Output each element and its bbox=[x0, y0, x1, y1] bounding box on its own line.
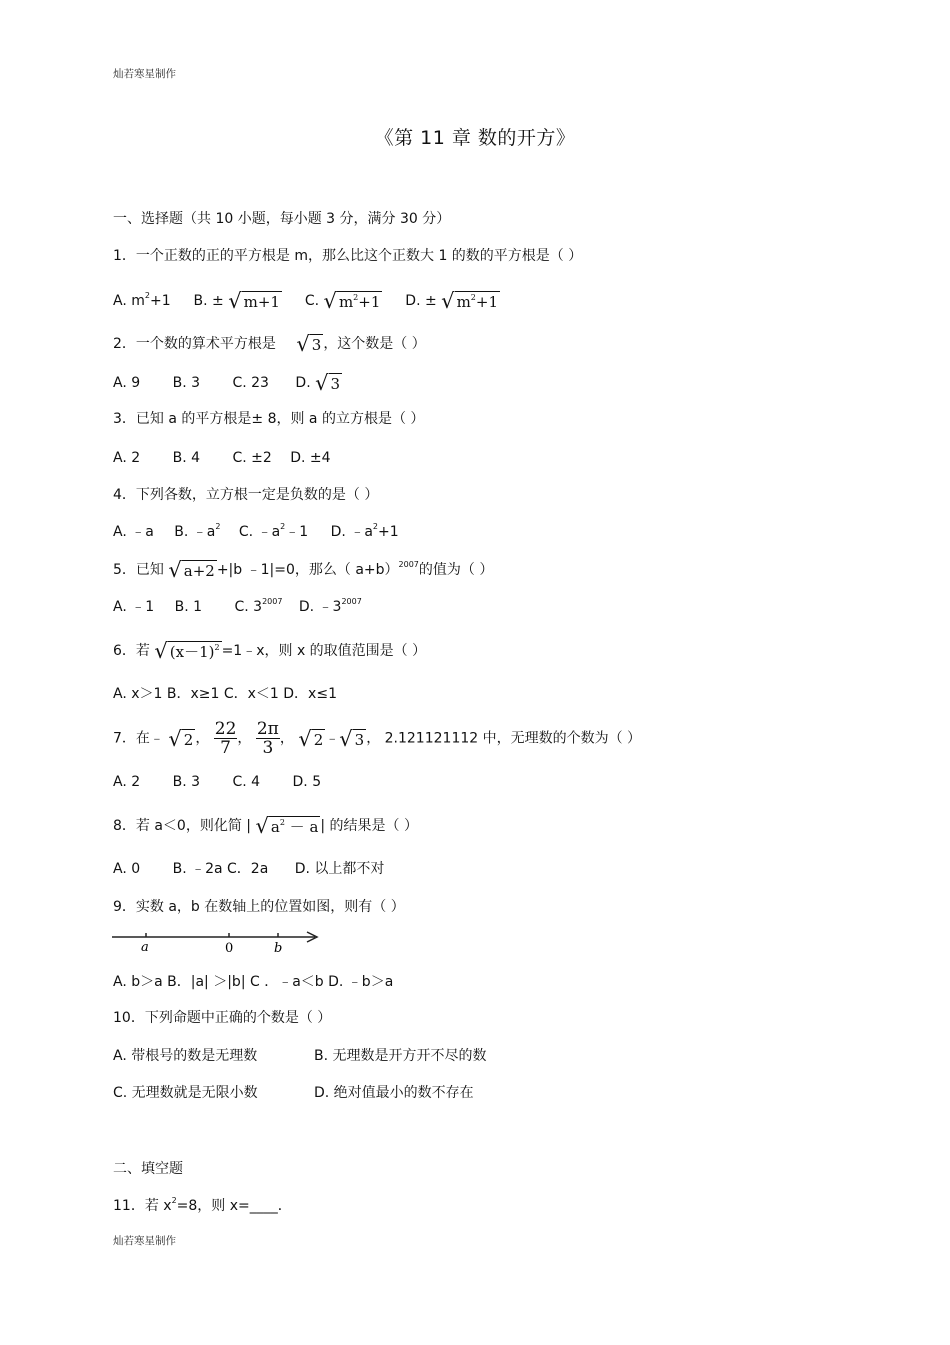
q1-option-a: A. $m^2+1$ bbox=[113, 291, 171, 309]
section-heading-choice: 一、选择题（共 10 小题，每小题 3 分，满分 30 分） bbox=[113, 211, 451, 227]
q1-option-c: C. √ $m^2+1$ bbox=[304, 289, 381, 313]
radical: √ $a^2 - a$ bbox=[255, 814, 319, 838]
q7-option-d: D. 5 bbox=[292, 774, 322, 790]
q3-option-a: A. 2 bbox=[113, 450, 141, 466]
question-9-stem: 9．实数 a，b 在数轴上的位置如图，则有（ ） bbox=[113, 899, 405, 915]
q5-option-b: B. 1 bbox=[174, 599, 203, 615]
q2-option-a: A. 9 bbox=[113, 375, 141, 391]
question-8-options bbox=[113, 859, 384, 879]
number-line-figure bbox=[110, 927, 325, 955]
question-5-stem: 5．已知 √ a+2 +|b ﹣1|=0，那么（ a+b）$^{2007}$的值为（ ） bbox=[113, 558, 494, 582]
axis-label-a: a bbox=[141, 940, 149, 955]
fraction: $\frac{2\pi}{3}$ bbox=[256, 719, 279, 758]
q10-option-c: C. 无理数就是无限小数 bbox=[113, 1085, 258, 1101]
radical: √ $m^2+1$ bbox=[441, 289, 499, 313]
question-3-stem: 3．已知 a 的平方根是± 8，则 a 的立方根是（ ） bbox=[113, 411, 425, 427]
q3-option-d: D. ±4 bbox=[290, 450, 331, 466]
q8-option-d: D. 以上都不对 bbox=[294, 861, 385, 877]
question-5-options bbox=[113, 597, 362, 617]
question-10-stem: 10．下列命题中正确的个数是（ ） bbox=[113, 1010, 332, 1026]
question-6-options: A. x＞1 B．x≥1 C．x＜1 D．x≤1 bbox=[113, 686, 337, 702]
q2-option-c: C. 23 bbox=[232, 375, 269, 391]
question-3-options bbox=[113, 448, 331, 468]
q10-option-a: A. 带根号的数是无理数 bbox=[113, 1048, 258, 1064]
radical: √ 2 bbox=[168, 726, 194, 751]
radical: √ 2 bbox=[298, 726, 324, 751]
radical: √ 3 bbox=[339, 726, 365, 751]
q5-option-d: D. $﹣3^{2007}$ bbox=[298, 597, 362, 615]
q8-option-bc: B. ﹣2a C．2a bbox=[172, 861, 269, 877]
q5-option-c: C. $3^{2007}$ bbox=[234, 597, 283, 615]
q10-option-b: B. 无理数是开方开不尽的数 bbox=[314, 1048, 487, 1064]
q7-option-b: B. 3 bbox=[172, 774, 201, 790]
axis-label-b: b bbox=[274, 941, 283, 955]
fraction: $\frac{22}{7}$ bbox=[214, 719, 237, 758]
radical: √ $(x-1)^2$ bbox=[154, 639, 220, 663]
question-9-options: A. b＞a B．|a| ＞|b| C ．﹣a＜b D. ﹣b＞a bbox=[113, 974, 394, 990]
q7-option-c: C. 4 bbox=[232, 774, 261, 790]
q8-option-a: A. 0 bbox=[113, 861, 141, 877]
radical: √ 3 bbox=[315, 371, 341, 395]
question-11-stem: 11．若 $x^2=8$，则 x=____． bbox=[113, 1196, 292, 1214]
question-4-options bbox=[113, 522, 399, 542]
q2-option-d: D. √ 3 bbox=[295, 371, 341, 395]
q4-option-a: A. ﹣a bbox=[113, 524, 154, 540]
radical: √ 3 bbox=[296, 332, 322, 356]
question-7-stem: 7．在﹣ √ 2 ， $\frac{22}{7}$ ， $\frac{2\pi}{3}$ ， √ 2 ﹣ √ 3 ， 2.121121112 中，无理数的个数为（ ） bbox=[113, 719, 642, 758]
q3-option-b: B. 4 bbox=[172, 450, 201, 466]
question-1-stem: 1．一个正数的正的平方根是 m，那么比这个正数大 1 的数的平方根是（ ） bbox=[113, 248, 583, 264]
question-1-options bbox=[113, 290, 500, 312]
q4-option-c: C. $﹣a^2﹣1$ bbox=[238, 522, 309, 540]
question-8-stem: 8．若 a＜0，则化简 | √ $a^2 - a$ | 的结果是（ ） bbox=[113, 814, 419, 838]
q10-option-d: D. 绝对值最小的数不存在 bbox=[314, 1085, 474, 1101]
q1-option-d: D. ± √ $m^2+1$ bbox=[405, 289, 499, 313]
radical: √ $m^2+1$ bbox=[323, 289, 381, 313]
question-6-stem: 6．若 √ $(x-1)^2$ =1﹣x，则 x 的取值范围是（ ） bbox=[113, 639, 427, 663]
q7-option-a: A. 2 bbox=[113, 774, 141, 790]
question-4-stem: 4．下列各数，立方根一定是负数的是（ ） bbox=[113, 487, 379, 503]
axis-label-0: 0 bbox=[225, 941, 234, 955]
question-7-options bbox=[113, 772, 321, 792]
page-footer: 灿若寒星制作 bbox=[113, 1235, 176, 1247]
q2-option-b: B. 3 bbox=[172, 375, 201, 391]
radical: √ m+1 bbox=[228, 289, 280, 313]
q4-option-d: D. $﹣a^2+1$ bbox=[330, 522, 399, 540]
page-header: 灿若寒星制作 bbox=[113, 68, 176, 80]
section-heading-fill: 二、填空题 bbox=[113, 1161, 183, 1177]
q3-option-c: C. ±2 bbox=[232, 450, 272, 466]
document-title: 《第 11 章 数的开方》 bbox=[374, 127, 576, 149]
q1-option-b: B. ± √ m+1 bbox=[193, 289, 280, 313]
radical: √ a+2 bbox=[168, 558, 215, 582]
q4-option-b: B. $﹣a^2$ bbox=[174, 522, 221, 540]
question-2-stem: 2．一个数的算术平方根是 √ 3 ，这个数是（ ） bbox=[113, 332, 426, 356]
question-2-options bbox=[113, 372, 342, 394]
q5-option-a: A. ﹣1 bbox=[113, 599, 155, 615]
